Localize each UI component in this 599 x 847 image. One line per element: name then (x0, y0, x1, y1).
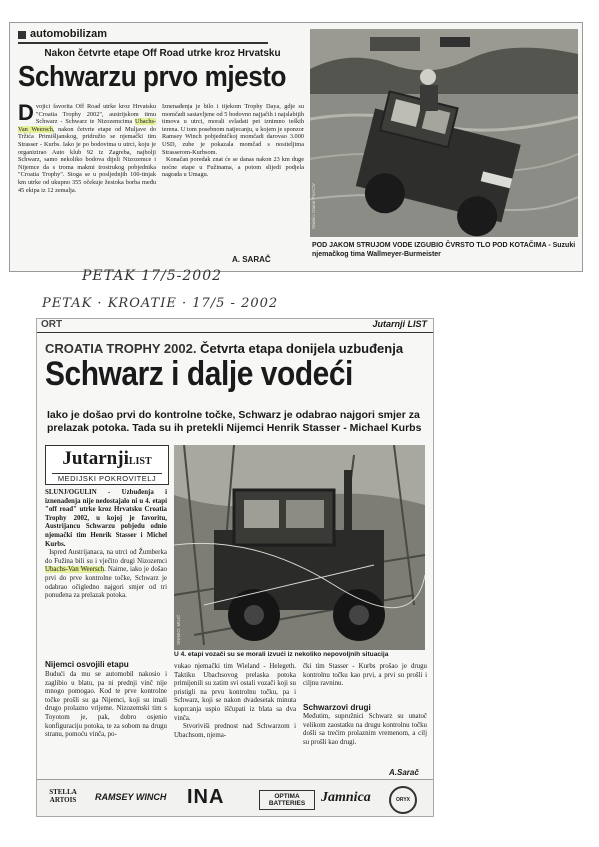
article-clipping-2 (36, 318, 434, 817)
section-rubric (18, 29, 268, 44)
sponsor-logo-ramsey-winch: RAMSEY WINCH (95, 792, 167, 802)
article-lead: Iako je došao prvi do kontrolne točke, Schwarz je odabrao najgori smjer za prelazak potoka. Tada su ih pretekli Nijemci Henrik Stasser - Michael Kurbs (47, 409, 422, 434)
handwritten-date-1: PETAK 17/5-2002 (82, 268, 223, 284)
article-headline: Schwarzu prvo mjesto (18, 61, 287, 93)
body-text: . Naime, iako je došao prvi do prve kontrolne točke, Schwarz je odabrao očigledno najgori smjer od tri ponuđena za prelazak potoka. (45, 566, 167, 600)
photo-credit: Snimio: Damir PILKOV (311, 183, 316, 229)
highlighted-text: Ubachs-Van Weersch (18, 118, 156, 133)
body-text: vukao njemački tim Wieland - Helegeth. Taktiku Ubachsovog prelaska potoka primijenili su zatim svi ostali vozači koji su pristigli na prvu kontrolnu točku, pa i Schwarz, koji se nakon dvadesetak minuta koprcanja uspio iščupati iz blata sa dva vinča. (174, 663, 296, 722)
brand-name-suffix: LIST (128, 456, 152, 467)
subheading-1: Nijemci osvojili etapu (45, 660, 129, 669)
sponsor-logo-oryx: ORYX (389, 786, 417, 814)
sponsor-brand (46, 448, 168, 473)
body-text-lead: SLUNJ/OGULIN - Uzbuđenja i iznenađenja nije nedostajalo ni u 4. etapi "off road" utrke kroz Hrvatsku Croatia Trophy 2002, u kojoj je favoritu, Austrijancu Schwarzu pobjedu odnio njemački tim Henrik Stasser i Michel Kurbs. (45, 489, 167, 548)
highlighted-text: Ubachs-Van Weersch (45, 566, 105, 574)
article-column-1 (45, 489, 167, 659)
article-column-2 (162, 103, 304, 253)
article-headline: Schwarz i dalje vodeći (45, 355, 353, 393)
body-text: Ispred Austrijanaca, na utrci od Žumberka do Fužina bili su i vječito drugi Nizozemci (45, 549, 167, 565)
article-column-1 (18, 103, 156, 269)
article-column-3: čki tim Stasser - Kurbs prošao je drugu kontrolnu točku kao prvi, a prvi su prošli i ciljnu ravninu. (303, 663, 427, 688)
subheading-2: Schwarzovi drugi (303, 703, 371, 712)
body-text: Stvoriviši prednost nad Schwarzom i Ubachsom, njema- (174, 723, 296, 739)
section-label: ORT (41, 319, 63, 330)
byline: A. SARAČ (232, 255, 271, 264)
article-kicker (45, 341, 403, 356)
newspaper-name: Jutarnji LIST (372, 319, 427, 329)
sponsor-logo-optima-batteries: OPTIMA BATTERIES (259, 790, 315, 810)
caption-rest: - Suzuki njemačkog tima Wallmeyer-Burmeister (312, 242, 576, 258)
photo-caption: U 4. etapi vozači su se morali izvući iz nekoliko nepovoljnih situacija (174, 651, 389, 658)
photo-vehicle-in-forest (174, 445, 425, 650)
brand-name: Jutarnji (62, 448, 129, 469)
article-column-3-continued: Međutim, supružnici Schwarz su unatoč velikom zaostatku na drugu kontrolnu točku došli sa trećim prolaznim vremenom, a cilj su prošli kao drugi. (303, 713, 427, 746)
rubric-label: automobilizam (30, 28, 108, 40)
media-sponsor-box (45, 445, 169, 485)
article-subtitle: Nakon četvrte etape Off Road utrke kroz Hrvatsku (44, 48, 281, 59)
sponsor-logo-jamnica: Jamnica (321, 790, 371, 805)
photo-illustration (174, 445, 425, 650)
sponsor-label: MEDIJSKI POKROVITELJ (52, 473, 162, 483)
kicker-text: Četvrta etapa donijela uzbuđenja (196, 341, 404, 356)
rubric-square-icon (18, 31, 26, 39)
photo-credit: SNIMIO: MILIČ (176, 614, 181, 645)
drop-cap: D (18, 103, 34, 125)
sponsor-logo-stella-artois: STELLA ARTOIS (49, 788, 77, 804)
body-text: Iznenađenja je bilo i tijekom Trophy Daya, gdje su momčadi sastavljene od 5 bodovno najjačih i najslabijih timova u utrci, morali svladati pet iznimno teških terena. U tom posebnom natjecanju, u kojem je sponzor Ramsey Winch pobjedničkoj momčadi darovao 3.000 USD, zube je pokazala momčad s nositeljima Strasserom-Kurbsom. (162, 103, 304, 156)
body-text: , nakon četvrte etape od Muljave do Tržića Primišljanskog, pridružio se njemački tim Strasser - Kurbs. Iako je po bodovima u utrci, koju je organizirao Auto klub 92 iz Zagreba, najbolji Schwarz, samo nekoliko bodova dijeli Nizozemce i Nijemce da s troma makmi trostrukog pobjednika "Croatia Trophy". Stoga se u posljednjih 100-tinjak km utrke od ukupno 355 očekuje žestoka borba među 45 ekipa iz 12 zemalja. (18, 125, 156, 194)
article-clipping-1 (9, 22, 583, 272)
sponsor-strip (37, 779, 433, 816)
caption-bold: POD JAKOM STRUJOM VODE IZGUBIO ČVRSTO TLO POD KOTAČIMA (312, 242, 547, 249)
handwritten-date-2: PETAK · KROATIE · 17/5 - 2002 (42, 296, 279, 311)
photo-illustration (310, 29, 578, 237)
body-text: vojici favorita Off Road utrke kroz Hrvatsku "Croatia Trophy 2002", austrijskom timu Schwarz - Schwarz te Nizozemcima (35, 103, 156, 126)
body-text: Konačan poredak znat će se danas nakon 23 km duge noćne etape u Fužinama, a potom slijedi podjela nagrada u Umagu. (162, 156, 304, 179)
page-header (37, 319, 433, 333)
photo-vehicle-in-river (310, 29, 578, 237)
article-column-1-continued: Budući da mu se automobil nakosio i zaglibio u blatu, pa ni prednji vinč nije mnogo pomogao. Kod te prve kontrolne točke prošli su ga Nijemci, koji su imali drugo prolazno vrijeme. Nizozemski tim s Toyotom je, pak, dobro osjenio konfiguraciju potoka, te za sobom na drugu stranu, pomoću vinča, po- (45, 671, 167, 739)
sponsor-logo-ina: INA (187, 786, 225, 808)
byline: A.Sarač (389, 768, 419, 777)
kicker-event: CROATIA TROPHY 2002. (45, 341, 197, 356)
article-column-2 (174, 663, 296, 775)
photo-caption (312, 241, 578, 259)
